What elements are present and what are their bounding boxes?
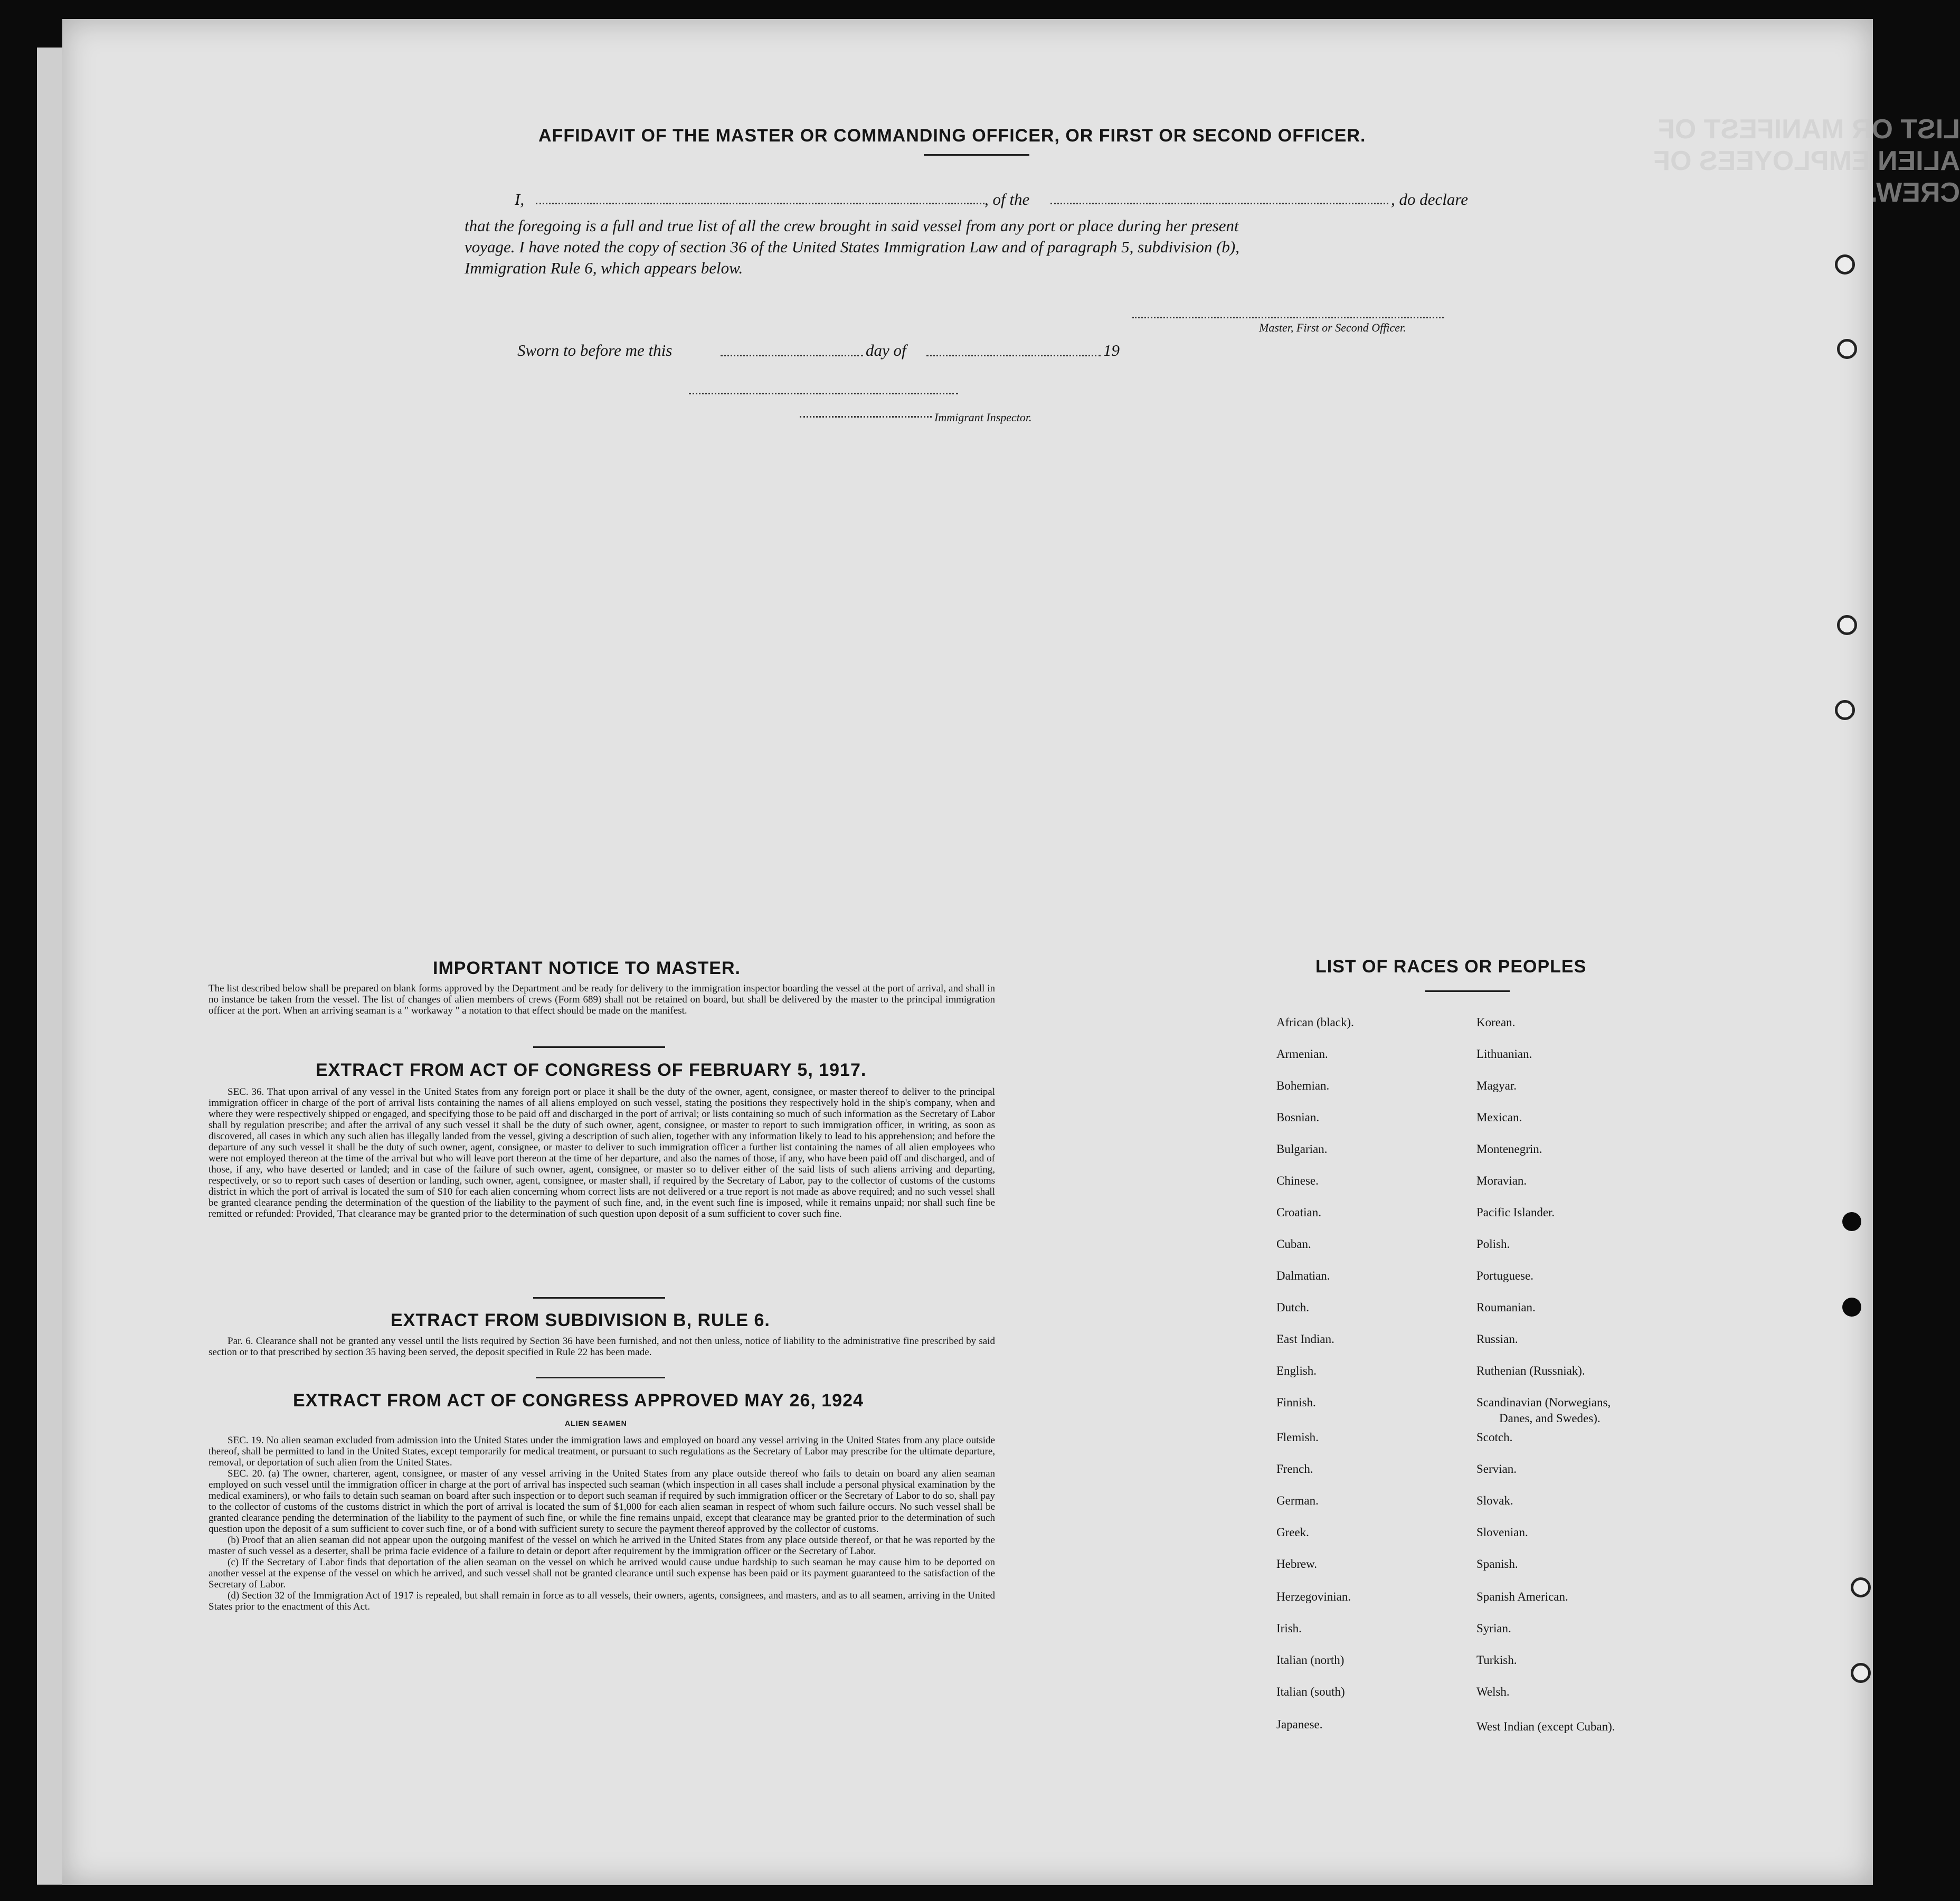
race-item: Italian (south) [1276, 1685, 1345, 1698]
race-item: Armenian. [1276, 1047, 1328, 1061]
race-item: Servian. [1476, 1462, 1517, 1476]
race-item: Pacific Islander. [1476, 1206, 1555, 1219]
races-title: LIST OF RACES OR PEOPLES [1315, 957, 1587, 977]
sworn-day-of: day of [866, 341, 906, 360]
race-item: Portuguese. [1476, 1269, 1533, 1282]
master-signature-field[interactable] [1132, 317, 1444, 318]
sec20d-paragraph: (d) Section 32 of the Immigration Act of 1917 is repealed, but shall remain in force as to all vessels, their owners, agents, consignees, and masters, and as to all seamen, arriving in the United States prior to the enactment of this Act. [209, 1590, 995, 1612]
sworn-day-field[interactable] [721, 355, 863, 356]
race-item: Flemish. [1276, 1431, 1319, 1444]
punch-hole [1842, 1298, 1861, 1317]
race-item: Scandinavian (Norwegians, [1476, 1396, 1611, 1409]
punch-hole [1851, 1663, 1871, 1683]
inspector-signature-field-1[interactable] [689, 393, 958, 394]
extract-rule6-text: Par. 6. Clearance shall not be granted any vessel until the lists required by Section 36 have been furnished, and not then unless, notice of liability to the administrative fine prescribed by said section or to that prescribed by section 35 having been served, the deposit specified in Rule 22 has been made. [209, 1336, 995, 1358]
statement-line: that the foregoing is a full and true list of all the crew brought in said vessel from any port or place during her present [465, 216, 1239, 235]
punch-hole [1835, 700, 1855, 720]
race-item: Syrian. [1476, 1622, 1511, 1635]
sec20a-paragraph: SEC. 20. (a) The owner, charterer, agent, consignee, or master of any vessel arriving in the United States from any place outside thereof who fails to detain on board any alien seaman employed on such vessel until the immigration officer in charge at the port of arrival has inspected such seaman (which inspection in all cases shall include a personal physical examination by the medical examiners), or who fails to detain such seaman on board after such inspection or to deport such seaman if required by such immigration officer or the Secretary of Labor to do so, shall pay to the collector of customs of the customs district in which the port of arrival is located the sum of $1,000 for each alien seaman in respect of whom such failure occurs. No such vessel shall be granted clearance pending the determination of the liability to the payment of such fine, or while the fine remains unpaid, except that clearance may be granted prior to the determination of such question upon the deposit of a sum sufficient to cover such fine, or of a bond with sufficient surety to secure the payment thereof approved by the collector of customs. [209, 1468, 995, 1535]
name-field[interactable] [536, 203, 984, 204]
extract-rule6-title: EXTRACT FROM SUBDIVISION B, RULE 6. [391, 1310, 770, 1330]
race-item: Magyar. [1476, 1079, 1517, 1092]
extract-1924-title: EXTRACT FROM ACT OF CONGRESS APPROVED MAY 26, 1924 [293, 1391, 864, 1411]
race-item: French. [1276, 1462, 1313, 1476]
title-rule [924, 154, 1029, 156]
race-item: Slovenian. [1476, 1526, 1528, 1539]
race-item: East Indian. [1276, 1332, 1334, 1346]
punch-hole [1842, 1212, 1861, 1231]
race-item: Korean. [1476, 1016, 1516, 1029]
extract-1924-subtitle: ALIEN SEAMEN [565, 1419, 627, 1427]
race-item: Japanese. [1276, 1718, 1323, 1731]
race-item: Welsh. [1476, 1685, 1510, 1698]
punch-hole [1835, 254, 1855, 275]
race-item: Irish. [1276, 1622, 1302, 1635]
bleed-through-title: LIST OR MANIFEST OF ALIEN EMPLOYEES OF CREW. [1653, 114, 1960, 208]
punch-hole [1851, 1577, 1871, 1597]
sec19-paragraph: SEC. 19. No alien seaman excluded from admission into the United States under the immigration laws and employed on board any vessel arriving in the United States from any place outside thereof, shall be permitted to land in the United States, except temporarily for medical treatment, or pursuant to such regulations as the Secretary of Labor may prescribe for the ultimate departure, removal, or deportation of such alien from the United States. [209, 1435, 995, 1468]
race-item: Montenegrin. [1476, 1142, 1542, 1156]
race-item: Ruthenian (Russniak). [1476, 1364, 1585, 1377]
race-item: African (black). [1276, 1016, 1354, 1029]
notice-text: The list described below shall be prepared on blank forms approved by the Department and be ready for delivery to the immigration inspector boarding the vessel at the port of arrival, and shall in no instance be taken from the vessel. The list of changes of alien members of crews (Form 689) shall not be retained on board, but shall be delivered by the master to the principal immigration officer at the port. When an arriving seaman is a " workaway " a notation to that effect should be made on the manifest. [209, 983, 995, 1016]
race-item: Danes, and Swedes). [1499, 1412, 1601, 1425]
inspector-signature-field-2[interactable] [800, 416, 932, 418]
race-item: Bosnian. [1276, 1111, 1320, 1124]
race-item: Italian (north) [1276, 1653, 1344, 1667]
extract-1917-rule [533, 1297, 665, 1299]
race-item: Russian. [1476, 1332, 1518, 1346]
race-item: Roumanian. [1476, 1301, 1536, 1314]
race-item: Cuban. [1276, 1237, 1311, 1251]
punch-hole [1837, 615, 1857, 635]
race-item: Bulgarian. [1276, 1142, 1328, 1156]
declaration-do-declare: , do declare [1391, 190, 1469, 209]
statement-line: voyage. I have noted the copy of section 36 of the United States Immigration Law and of paragraph 5, subdivision (b), [465, 238, 1239, 256]
sworn-prefix: Sworn to before me this [517, 341, 673, 360]
race-item: Turkish. [1476, 1653, 1517, 1667]
race-item: English. [1276, 1364, 1317, 1377]
declaration-of-the: , of the [984, 190, 1030, 209]
statement-line: Immigration Rule 6, which appears below. [465, 259, 743, 277]
race-item: Chinese. [1276, 1174, 1319, 1187]
race-item: Moravian. [1476, 1174, 1527, 1187]
race-item: Croatian. [1276, 1206, 1321, 1219]
race-item: Spanish American. [1476, 1590, 1568, 1603]
race-item: Finnish. [1276, 1396, 1316, 1409]
sworn-month-field[interactable] [926, 355, 1101, 356]
race-item: Polish. [1476, 1237, 1510, 1251]
race-item: Hebrew. [1276, 1557, 1318, 1571]
extract-1924-text [209, 1435, 995, 1612]
affidavit-title: AFFIDAVIT OF THE MASTER OR COMMANDING OFFICER, OR FIRST OR SECOND OFFICER. [538, 126, 1366, 146]
extract-1917-text: SEC. 36. That upon arrival of any vessel in the United States from any foreign port or place it shall be the duty of the owner, agent, consignee, or master thereof to deliver to the principal immigration officer in charge of the port of arrival lists containing the names of all aliens employed on such vessel, stating the positions they respectively hold in the ship's company, when and where they were respectively shipped or engaged, and specifying those to be paid off and discharged in the port of arrival; or lists containing so much of such information as the Secretary of Labor shall by regulation prescribe; and after the arrival of any such vessel it shall be the duty of such owner, agent, consignee, or master to report to such immigration officer, in writing, as soon as discovered, all cases in which any such alien has illegally landed from the vessel, giving a description of such alien, together with any information likely to lead to his apprehension; and before the departure of any such vessel it shall be the duty of such owner, agent, consignee, or master to deliver to such immigration officer a further list containing the names of all alien employees who were not employed thereon at the time of the arrival but who will leave port thereon at the time of her departure, and also the names of those, if any, who have been paid off and discharged, and of those, if any, who have deserted or landed; and in case of the failure of such owner, agent, consignee, or master so to deliver either of the said lists of such aliens arriving and departing, respectively, or so to report such cases of desertion or landing, such owner, agent, consignee, or master shall, if required by the Secretary of Labor, pay to the collector of customs of the customs district in which the port of arrival is located the sum of $10 for each alien concerning whom correct lists are not delivered or a true report is not made as above required; and no such vessel shall be granted clearance pending the determination of the question of the liability to the payment of such fine, and, in the event such fine is imposed, while it remains unpaid; nor shall such fine be remitted or refunded: Provided, That clearance may be granted prior to the determination of such question upon deposit of a sum sufficient to cover such fine. [209, 1086, 995, 1219]
race-item: Scotch. [1476, 1431, 1513, 1444]
race-item: Dutch. [1276, 1301, 1309, 1314]
notice-title: IMPORTANT NOTICE TO MASTER. [433, 958, 741, 978]
inspector-label: Immigrant Inspector. [934, 411, 1032, 424]
race-item: Herzegovinian. [1276, 1590, 1351, 1603]
race-item: West Indian (except Cuban). [1476, 1720, 1615, 1733]
sec20b-paragraph: (b) Proof that an alien seaman did not appear upon the outgoing manifest of the vessel on which he arrived in the United States from any place outside thereof, or that he was reported by the master of such vessel as a deserter, shall be prima facie evidence of a failure to detain or deport after requirement by the immigration officer or the Secretary of Labor. [209, 1535, 995, 1557]
race-item: Bohemian. [1276, 1079, 1330, 1092]
extract-1917-title: EXTRACT FROM ACT OF CONGRESS OF FEBRUARY 5, 1917. [316, 1060, 867, 1080]
race-item: Spanish. [1476, 1557, 1518, 1571]
race-item: German. [1276, 1494, 1319, 1507]
master-signature-label: Master, First or Second Officer. [1259, 321, 1406, 334]
race-item: Dalmatian. [1276, 1269, 1330, 1282]
race-item: Slovak. [1476, 1494, 1513, 1507]
punch-hole [1837, 339, 1857, 359]
declaration-i: I, [515, 190, 525, 209]
extract-rule6-rule [536, 1377, 665, 1378]
notice-rule [533, 1046, 665, 1048]
sec20c-paragraph: (c) If the Secretary of Labor finds that deportation of the alien seaman on the vessel on which he arrived would cause undue hardship to such seaman he may cause him to be deported on another vessel at the expense of the vessel on which he arrived, and such vessel shall not be granted clearance until such expense has been paid or its payment guaranteed to the satisfaction of the Secretary of Labor. [209, 1557, 995, 1590]
race-item: Mexican. [1476, 1111, 1522, 1124]
race-item: Lithuanian. [1476, 1047, 1532, 1061]
races-rule [1425, 990, 1510, 992]
race-item: Greek. [1276, 1526, 1309, 1539]
vessel-field[interactable] [1050, 203, 1388, 204]
sworn-year: 19 [1103, 341, 1120, 360]
affidavit-statement [465, 215, 1489, 279]
